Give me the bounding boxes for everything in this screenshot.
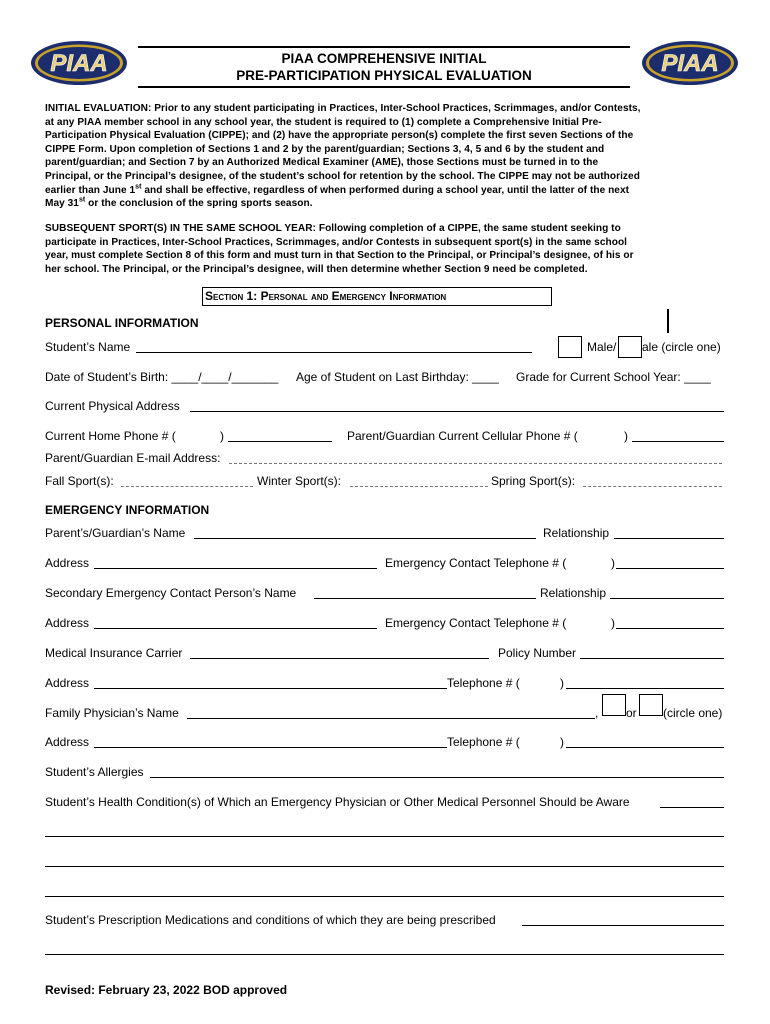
address3-label: Address — [45, 676, 90, 690]
relationship-label: Relationship — [543, 526, 610, 540]
or-label: or — [626, 706, 637, 720]
home-phone-label: Current Home Phone # ( — [45, 429, 176, 443]
para-line: at any PIAA member school in any school year, the student is required to (1) complete a Comprehensive Initial Pre- — [45, 116, 602, 128]
para-line: parent/guardian; and Section 7 by an Authorized Medical Examiner (AME), those Sections must be turned in to the — [45, 157, 599, 169]
emergency-phone2-label: Emergency Contact Telephone # ( — [385, 616, 567, 630]
circle-one-label: (circle one) — [663, 706, 723, 720]
current-address-label: Current Physical Address — [45, 399, 180, 413]
title-line-1: PIAA COMPREHENSIVE INITIAL — [281, 51, 487, 66]
para-line — [45, 197, 715, 211]
title-rule-top — [138, 46, 630, 48]
male-label: Male/ — [587, 340, 617, 354]
relationship2-label: Relationship — [540, 586, 607, 600]
fall-sports-label: Fall Sport(s): — [45, 474, 114, 488]
relationship2-field[interactable] — [610, 598, 724, 599]
cell-phone-label: Parent/Guardian Current Cellular Phone # ( — [347, 429, 578, 443]
para-line: CIPPE Form. Upon completion of Sections 1 and 2 by the parent/guardian; Sections 3, 4, 5 and 6 by the student and — [45, 143, 605, 155]
superscript: st — [135, 183, 142, 191]
piaa-logo-left — [30, 40, 128, 86]
para-line: her school. The Principal, or the Principal’s designee, will then determine whether Section 9 need be completed. — [45, 263, 588, 275]
revision-footer: Revised: February 23, 2022 BOD approved — [45, 983, 288, 997]
physician-label: Family Physician’s Name — [45, 706, 179, 720]
guardian-name-label: Parent’s/Guardian’s Name — [45, 526, 186, 540]
para-line: participate in Practices, Inter-School Practices, Scrimmages, and/or Contests in subsequent sport(s) in the same school — [45, 236, 628, 248]
health-conditions-label: Student’s Health Condition(s) of Which an Emergency Physician or Other Medical Personnel Should be Aware — [45, 795, 630, 809]
male-checkbox[interactable] — [558, 336, 582, 358]
para-text: May 31 — [45, 198, 79, 210]
telephone2-field[interactable] — [566, 747, 724, 748]
para-text: and shall be effective, regardless of when performed during a school year, until the latter of the next — [141, 184, 630, 196]
email-field[interactable] — [229, 463, 722, 464]
age-label[interactable]: Age of Student on Last Birthday: ____ — [296, 370, 499, 384]
address2-field[interactable] — [94, 628, 377, 629]
emergency-phone-close: ) — [611, 556, 615, 570]
physician-option-2-checkbox[interactable] — [639, 694, 663, 716]
health-conditions-line-3[interactable] — [45, 866, 724, 867]
cell-phone-close: ) — [624, 429, 628, 443]
address-field[interactable] — [94, 568, 377, 569]
title-rule-bottom — [138, 86, 630, 88]
guardian-name-field[interactable] — [194, 538, 536, 539]
telephone2-label: Telephone # ( — [447, 735, 520, 749]
insurance-label: Medical Insurance Carrier — [45, 646, 183, 660]
secondary-contact-label: Secondary Emergency Contact Person’s Name — [45, 586, 297, 600]
piaa-logo-text: PIAA — [661, 50, 719, 77]
dob-label[interactable]: Date of Student’s Birth: ____/____/_______ — [45, 370, 279, 384]
text-cursor — [667, 309, 669, 333]
para-line: Principal, or the Principal’s designee, of the student’s school for retention by the school. The CIPPE may not be authorized — [45, 170, 640, 182]
fall-sports-field[interactable] — [121, 486, 253, 487]
para-line: INITIAL EVALUATION: Prior to any student participating in Practices, Inter-School Practices, Scrimmages, and/or Contests, — [45, 103, 641, 114]
health-conditions-field[interactable] — [660, 807, 724, 808]
physician-option-1-checkbox[interactable] — [602, 694, 626, 716]
spring-sports-field[interactable] — [583, 486, 722, 487]
para-line: Participation Physical Evaluation (CIPPE); and (2) have the appropriate person(s) complete the first seven Sections of the — [45, 130, 634, 142]
piaa-logo-right — [641, 40, 739, 86]
piaa-logo-text: PIAA — [50, 50, 108, 77]
student-name-field[interactable] — [136, 352, 532, 353]
medications-label: Student’s Prescription Medications and conditions of which they are being prescribed — [45, 913, 496, 927]
secondary-contact-field[interactable] — [314, 598, 536, 599]
address4-label: Address — [45, 735, 90, 749]
medications-line-2[interactable] — [45, 954, 724, 955]
winter-sports-label: Winter Sport(s): — [257, 474, 342, 488]
health-conditions-line-2[interactable] — [45, 836, 724, 837]
current-address-field[interactable] — [190, 411, 724, 412]
health-conditions-line-4[interactable] — [45, 896, 724, 897]
physician-comma: , — [595, 706, 599, 720]
telephone-field[interactable] — [566, 688, 724, 689]
subsequent-sports-paragraph — [45, 222, 715, 276]
emergency-phone2-close: ) — [611, 616, 615, 630]
allergies-label: Student’s Allergies — [45, 765, 144, 779]
initial-evaluation-paragraph — [45, 102, 715, 211]
student-name-label: Student’s Name — [45, 340, 131, 354]
winter-sports-field[interactable] — [350, 486, 488, 487]
policy-field[interactable] — [580, 658, 724, 659]
allergies-field[interactable] — [150, 777, 724, 778]
telephone2-close: ) — [560, 735, 564, 749]
address3-field[interactable] — [94, 688, 447, 689]
telephone-close: ) — [560, 676, 564, 690]
medications-field[interactable] — [522, 925, 724, 926]
home-phone-close: ) — [220, 429, 224, 443]
female-label: ale (circle one) — [642, 340, 721, 354]
grade-label[interactable]: Grade for Current School Year: ____ — [516, 370, 711, 384]
email-label: Parent/Guardian E-mail Address: — [45, 451, 221, 465]
personal-info-heading: PERSONAL INFORMATION — [45, 316, 199, 330]
address-label: Address — [45, 556, 90, 570]
home-phone-field[interactable] — [228, 441, 332, 442]
female-checkbox[interactable] — [618, 336, 642, 358]
emergency-phone-label: Emergency Contact Telephone # ( — [385, 556, 567, 570]
address4-field[interactable] — [94, 747, 447, 748]
title-line-2: PRE-PARTICIPATION PHYSICAL EVALUATION — [236, 68, 532, 83]
para-line: year, must complete Section 8 of this form and must turn in that Section to the Principal, or Principal’s designee, of his or — [45, 250, 634, 262]
emergency-info-heading: EMERGENCY INFORMATION — [45, 503, 210, 517]
para-text: or the conclusion of the spring sports season. — [85, 198, 313, 210]
para-line: SUBSEQUENT SPORT(S) IN THE SAME SCHOOL YEAR: Following completion of a CIPPE, the same student seeking to — [45, 223, 621, 234]
cell-phone-field[interactable] — [632, 441, 724, 442]
policy-label: Policy Number — [498, 646, 577, 660]
emergency-phone2-field[interactable] — [616, 628, 724, 629]
insurance-field[interactable] — [190, 658, 489, 659]
para-line — [45, 184, 715, 198]
address2-label: Address — [45, 616, 90, 630]
section-1-heading: Section 1: Personal and Emergency Information — [202, 287, 552, 306]
spring-sports-label: Spring Sport(s): — [491, 474, 576, 488]
emergency-phone-field[interactable] — [616, 568, 724, 569]
physician-field[interactable] — [187, 718, 595, 719]
superscript: st — [78, 196, 86, 204]
para-text: earlier than June 1 — [45, 184, 136, 196]
telephone-label: Telephone # ( — [447, 676, 520, 690]
relationship-field[interactable] — [614, 538, 724, 539]
